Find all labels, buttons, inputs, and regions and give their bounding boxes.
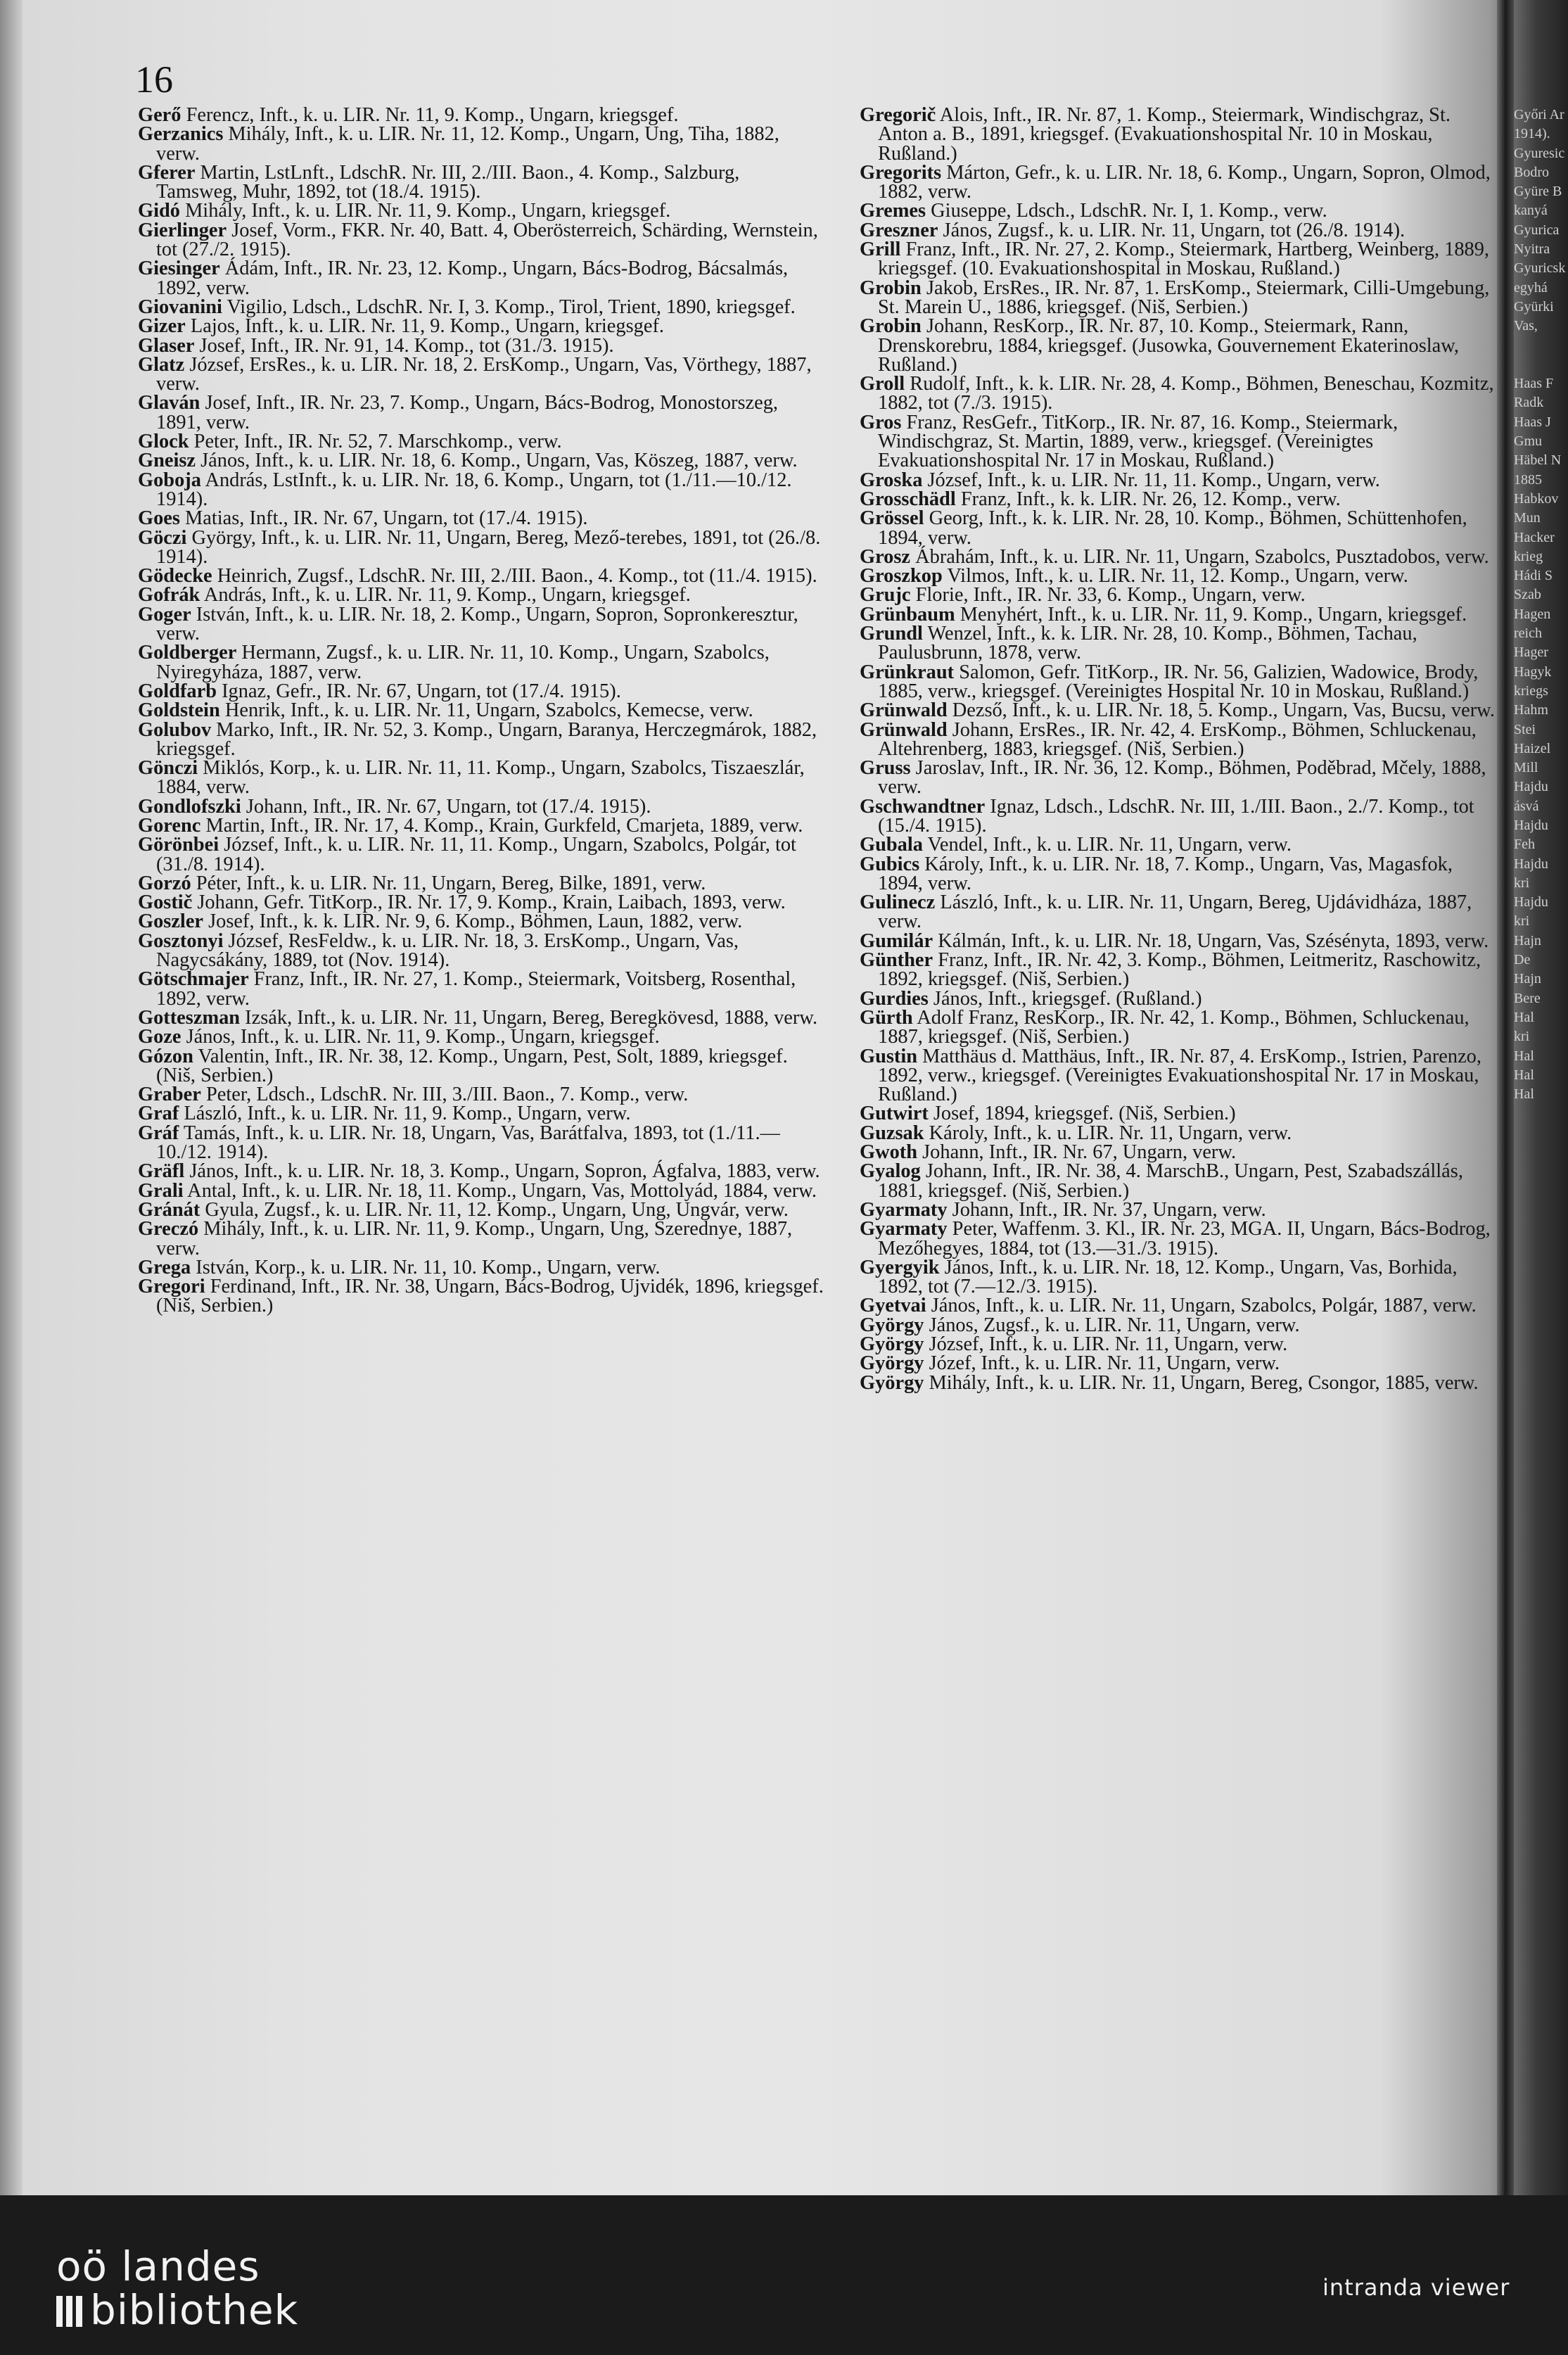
register-entry: Goldberger Hermann, Zugsf., k. u. LIR. Nr. 11, 10. Komp., Ungarn, Szabolcs, Nyiregyháza, 1887, verw. [138, 642, 770, 683]
logo-line-2 [56, 2288, 298, 2332]
register-entry: Gorenc Martin, Inft., IR. Nr. 17, 4. Komp., Krain, Gurkfeld, Cmarjeta, 1889, verw. [138, 814, 803, 837]
left-binding-edge [0, 0, 23, 2195]
edge-fragment: Szab [1514, 587, 1541, 603]
register-entry: Gödecke Heinrich, Zugsf., LdschR. Nr. III, 2./III. Baon., 4. Komp., tot (11./4. 1915). [138, 565, 817, 588]
register-entry: Gräfl János, Inft., k. u. LIR. Nr. 18, 3. Komp., Ungarn, Sopron, Ágfalva, 1883, verw. [138, 1160, 820, 1183]
register-entry: Gidó Mihály, Inft., k. u. LIR. Nr. 11, 9. Komp., Ungarn, kriegsgef. [138, 200, 671, 222]
register-entry: Guzsak Károly, Inft., k. u. LIR. Nr. 11, Ungarn, verw. [860, 1122, 1292, 1144]
register-entry: Grujc Florie, Inft., IR. Nr. 33, 6. Komp., Ungarn, verw. [860, 584, 1306, 607]
register-entry: Groszkop Vilmos, Inft., k. u. LIR. Nr. 11, 12. Komp., Ungarn, verw. [860, 565, 1408, 588]
register-entry: Goszler Josef, Inft., k. k. LIR. Nr. 9, 6. Komp., Böhmen, Laun, 1882, verw. [138, 910, 743, 933]
edge-fragment: Hacker [1514, 529, 1555, 545]
register-entry: Gyergyik János, Inft., k. u. LIR. Nr. 18, 12. Komp., Ungarn, Vas, Borhida, 1892, tot (7.—12./3. 1915). [860, 1256, 1458, 1298]
register-entry: Grali Antal, Inft., k. u. LIR. Nr. 18, 11. Komp., Ungarn, Vas, Mottolyád, 1884, verw. [138, 1179, 817, 1202]
register-entry: Gutwirt Josef, 1894, kriegsgef. (Niš, Serbien.) [860, 1103, 1236, 1125]
register-entry: Grünbaum Menyhért, Inft., k. u. LIR. Nr. 11, 9. Komp., Ungarn, kriegsgef. [860, 603, 1467, 626]
edge-fragment: egyhá [1514, 279, 1548, 296]
register-entry: Greczó Mihály, Inft., k. u. LIR. Nr. 11, 9. Komp., Ungarn, Ung, Szerednye, 1887, verw. [138, 1218, 793, 1259]
register-entry: Grünwald Johann, ErsRes., IR. Nr. 42, 4. ErsKomp., Böhmen, Schluckenau, Altehrenberg, 1883, kriegsgef. (Niš, Serbien.) [860, 718, 1477, 760]
edge-fragment: Stei [1514, 721, 1536, 737]
register-entry: Grössel Georg, Inft., k. k. LIR. Nr. 28, 10. Komp., Böhmen, Schüttenhofen, 1894, verw. [860, 507, 1467, 549]
edge-fragment: Haas J [1514, 414, 1551, 430]
register-entry: Gosztonyi József, ResFeldw., k. u. LIR. Nr. 18, 3. ErsKomp., Ungarn, Vas, Nagycsákány, 1889, tot (Nov. 1914). [138, 929, 739, 972]
register-entry: Gruss Jaroslav, Inft., IR. Nr. 36, 12. Komp., Böhmen, Poděbrad, Mčely, 1888, verw. [860, 757, 1486, 799]
register-entry: Gózon Valentin, Inft., IR. Nr. 38, 12. Komp., Ungarn, Pest, Solt, 1889, kriegsgef. (Niš, Serbien.) [138, 1045, 788, 1086]
register-entry: Gotteszman Izsák, Inft., k. u. LIR. Nr. 11, Ungarn, Bereg, Beregkövesd, 1888, verw. [138, 1006, 818, 1029]
book-spine-shadow [1497, 0, 1514, 2195]
register-entry: Gremes Giuseppe, Ldsch., LdschR. Nr. I, 1. Komp., verw. [860, 200, 1327, 222]
register-entry: Gürth Adolf Franz, ResKorp., IR. Nr. 42, 1. Komp., Böhmen, Schluckenau, 1887, kriegsgef. (Niš, Serbien.) [860, 1006, 1470, 1048]
edge-fragment: Hagyk [1514, 664, 1552, 680]
register-entry: Gros Franz, ResGefr., TitKorp., IR. Nr. 87, 16. Komp., Steiermark, Windischgraz, St. Martin, 1889, verw., kriegsgef. (Vereinigtes Evakuationshospital Nr. 17 in Moskau, Rußland.) [860, 411, 1398, 472]
left-column-list [138, 106, 824, 1316]
register-entry: Gwoth Johann, Inft., IR. Nr. 67, Ungarn, verw. [860, 1141, 1237, 1164]
edge-fragment: Hajn [1514, 932, 1541, 948]
edge-fragment: Haas F [1514, 376, 1554, 392]
edge-fragment: Bere [1514, 990, 1541, 1006]
edge-fragment: Hajdu [1514, 817, 1548, 833]
register-entry: György Mihály, Inft., k. u. LIR. Nr. 11, Ungarn, Bereg, Csongor, 1885, verw. [860, 1371, 1479, 1394]
register-entry: Gregori Ferdinand, Inft., IR. Nr. 38, Ungarn, Bács-Bodrog, Ujvidék, 1896, kriegsgef. (Niš, Serbien.) [138, 1276, 824, 1317]
register-entry: György János, Zugsf., k. u. LIR. Nr. 11, Ungarn, verw. [860, 1314, 1300, 1336]
register-entry: Göczi György, Inft., k. u. LIR. Nr. 11, Ungarn, Bereg, Mező-terebes, 1891, tot (26./8. 1914). [138, 526, 821, 568]
register-entry: Gorzó Péter, Inft., k. u. LIR. Nr. 11, Ungarn, Bereg, Bilke, 1891, verw. [138, 872, 706, 894]
register-entry: Glaser Josef, Inft., IR. Nr. 91, 14. Komp., tot (31./3. 1915). [138, 334, 614, 357]
register-entry: Graber Peter, Ldsch., LdschR. Nr. III, 3./III. Baon., 7. Komp., verw. [138, 1084, 689, 1106]
register-entry: Gubala Vendel, Inft., k. u. LIR. Nr. 11, Ungarn, verw. [860, 834, 1292, 856]
register-entry: Grega István, Korp., k. u. LIR. Nr. 11, 10. Komp., Ungarn, verw. [138, 1256, 661, 1278]
logo-line-1: oö landes [56, 2242, 260, 2290]
register-entry: Gyarmaty Peter, Waffenm. 3. Kl., IR. Nr. 23, MGA. II, Ungarn, Bács-Bodrog, Mezőhegyes, 1884, tot (13.—31./3. 1915). [860, 1218, 1491, 1259]
register-entry: György József, Inft., k. u. LIR. Nr. 11, Ungarn, verw. [860, 1333, 1288, 1355]
edge-fragment: 1914). [1514, 126, 1550, 142]
register-entry: Gizer Lajos, Inft., k. u. LIR. Nr. 11, 9. Komp., Ungarn, kriegsgef. [138, 315, 664, 338]
register-entry: Günther Franz, Inft., IR. Nr. 42, 3. Komp., Böhmen, Leitmeritz, Raschowitz, 1892, kriegsgef. (Niš, Serbien.) [860, 949, 1481, 991]
register-entry: Goger István, Inft., k. u. LIR. Nr. 18, 2. Komp., Ungarn, Sopron, Sopronkeresztur, verw. [138, 603, 798, 645]
register-entry: Gyetvai János, Inft., k. u. LIR. Nr. 11, Ungarn, Szabolcs, Polgár, 1887, verw. [860, 1295, 1477, 1317]
edge-fragment: Győri Ar [1514, 107, 1564, 122]
register-entry: Groll Rudolf, Inft., k. k. LIR. Nr. 28, 4. Komp., Böhmen, Beneschau, Kozmitz, 1882, tot (7./3. 1915). [860, 373, 1494, 414]
viewer-footer [0, 2195, 1568, 2355]
edge-fragment: Gmu [1514, 433, 1542, 450]
register-entry: Gerő Ferencz, Inft., k. u. LIR. Nr. 11, 9. Komp., Ungarn, kriegsgef. [138, 104, 679, 126]
edge-fragment: Gyüre B [1514, 184, 1562, 200]
register-entry: Gneisz János, Inft., k. u. LIR. Nr. 18, 6. Komp., Ungarn, Vas, Köszeg, 1887, verw. [138, 450, 798, 472]
edge-fragment: Hahm [1514, 702, 1548, 718]
logo-line-2-text: bibliothek [90, 2286, 299, 2334]
register-entry: Görönbei József, Inft., k. u. LIR. Nr. 11, 11. Komp., Ungarn, Szabolcs, Polgár, tot (31./8. 1914). [138, 834, 796, 875]
register-entry: Gregorits Márton, Gefr., k. u. LIR. Nr. 18, 6. Komp., Ungarn, Sopron, Olmod, 1882, verw. [860, 161, 1491, 203]
register-entry: Gferer Martin, LstLnft., LdschR. Nr. III, 2./III. Baon., 4. Komp., Salzburg, Tamsweg, Muhr, 1892, tot (18./4. 1915). [138, 161, 740, 203]
edge-fragment: Hajdu [1514, 856, 1548, 872]
register-entry: Giovanini Vigilio, Ldsch., LdschR. Nr. I, 3. Komp., Tirol, Trient, 1890, kriegsgef. [138, 296, 796, 318]
register-entry: Glock Peter, Inft., IR. Nr. 52, 7. Marschkomp., verw. [138, 431, 562, 453]
register-entry: Götschmajer Franz, Inft., IR. Nr. 27, 1. Komp., Steiermark, Voitsberg, Rosenthal, 1892, verw. [138, 968, 796, 1010]
register-entry: Grobin Johann, ResKorp., IR. Nr. 87, 10. Komp., Steiermark, Rann, Drenskorebru, 1884, kriegsgef. (Jusowka, Gouvernement Ekaterinoslaw, Rußland.) [860, 315, 1459, 376]
edge-fragment: Radk [1514, 395, 1544, 411]
edge-fragment: De [1514, 952, 1531, 968]
edge-fragment: Haizel [1514, 740, 1551, 756]
register-entry: Goboja András, LstInft., k. u. LIR. Nr. 18, 6. Komp., Ungarn, tot (1./11.—10./12. 1914). [138, 469, 792, 510]
register-entry: Gyalog Johann, Inft., IR. Nr. 38, 4. MarschB., Ungarn, Pest, Szabadszállás, 1881, kriegsgef. (Niš, Serbien.) [860, 1160, 1463, 1202]
edge-fragment: Habkov [1514, 490, 1559, 507]
register-entry: Golubov Marko, Inft., IR. Nr. 52, 3. Komp., Ungarn, Baranya, Herczegmárok, 1882, kriegsgef. [138, 718, 817, 760]
register-entry: Gránát Gyula, Zugsf., k. u. LIR. Nr. 11, 12. Komp., Ungarn, Ung, Ungvár, verw. [138, 1198, 789, 1221]
register-entry: Gubics Károly, Inft., k. u. LIR. Nr. 18, 7. Komp., Ungarn, Vas, Magasfok, 1894, verw. [860, 853, 1453, 894]
edge-fragment: kri [1514, 875, 1530, 891]
register-entry: Gerzanics Mihály, Inft., k. u. LIR. Nr. 11, 12. Komp., Ungarn, Ung, Tiha, 1882, verw. [138, 123, 779, 165]
register-entry: Gustin Matthäus d. Matthäus, Inft., IR. Nr. 87, 4. ErsKomp., Istrien, Parenzo, 1892, verw., kriegsgef. (Vereinigtes Evakuationshospital Nr. 17 in Moskau, Rußland.) [860, 1045, 1481, 1106]
edge-fragment [1514, 355, 1568, 374]
edge-fragment: Feh [1514, 837, 1535, 853]
edge-fragment: 1885 [1514, 471, 1542, 488]
register-entry: György Józef, Inft., k. u. LIR. Nr. 11, Ungarn, verw. [860, 1352, 1280, 1375]
edge-fragment: Hajn [1514, 971, 1541, 987]
register-entry: Gyarmaty Johann, Inft., IR. Nr. 37, Ungarn, verw. [860, 1198, 1266, 1221]
register-entry: Glatz József, ErsRes., k. u. LIR. Nr. 18, 2. ErsKomp., Ungarn, Vas, Vörthegy, 1887, verw. [138, 353, 812, 395]
edge-fragment: Vas, [1514, 318, 1538, 334]
register-entry: Grosschädl Franz, Inft., k. k. LIR. Nr. 26, 12. Komp., verw. [860, 488, 1341, 510]
register-entry: Gurdies János, Inft., kriegsgef. (Rußland.) [860, 987, 1202, 1010]
edge-fragment: Gyuresic [1514, 145, 1565, 161]
register-entry: Giesinger Ádám, Inft., IR. Nr. 23, 12. Komp., Ungarn, Bács-Bodrog, Bácsalmás, 1892, verw. [138, 258, 789, 299]
edge-fragment: Hal [1514, 1086, 1534, 1103]
register-entry: Gondlofszki Johann, Inft., IR. Nr. 67, Ungarn, tot (17./4. 1915). [138, 795, 651, 818]
edge-fragment: Hal [1514, 1009, 1534, 1025]
edge-fragment: Häbel N [1514, 452, 1562, 469]
page-number: 16 [135, 58, 173, 101]
register-entry: Greszner János, Zugsf., k. u. LIR. Nr. 11, Ungarn, tot (26./8. 1914). [860, 219, 1406, 241]
register-entry: Goldstein Henrik, Inft., k. u. LIR. Nr. 11, Ungarn, Szabolcs, Kemecse, verw. [138, 699, 753, 722]
register-entry: Gostič Johann, Gefr. TitKorp., IR. Nr. 17, 9. Komp., Krain, Laibach, 1893, verw. [138, 891, 786, 914]
right-column-list [860, 106, 1496, 1392]
edge-fragment: Bodro [1514, 164, 1549, 180]
edge-fragment: kanyá [1514, 203, 1548, 219]
edge-fragment: kri [1514, 913, 1530, 929]
edge-fragment: ásvá [1514, 798, 1539, 814]
edge-fragment: Hagen [1514, 606, 1551, 622]
viewer-brand-label[interactable]: intranda viewer [1322, 2274, 1510, 2301]
register-entry: Gulinecz László, Inft., k. u. LIR. Nr. 11, Ungarn, Bereg, Ujdávidháza, 1887, verw. [860, 891, 1472, 933]
edge-fragment: Gyürki [1514, 298, 1554, 315]
edge-fragment: Hajdu [1514, 779, 1548, 795]
register-entry: Gierlinger Josef, Vorm., FKR. Nr. 40, Batt. 4, Oberösterreich, Schärding, Wernstein, tot (27./2. 1915). [138, 219, 818, 261]
register-entry: Gumilár Kálmán, Inft., k. u. LIR. Nr. 18, Ungarn, Vas, Szésényta, 1893, verw. [860, 929, 1489, 952]
register-entry: Grobin Jakob, ErsRes., IR. Nr. 87, 1. ErsKomp., Steiermark, Cilli-Umgebung, St. Marein U., 1886, kriegsgef. (Niš, Serbien.) [860, 277, 1490, 318]
edge-fragment: Mun [1514, 510, 1541, 526]
register-entry: Gofrák András, Inft., k. u. LIR. Nr. 11, 9. Komp., Ungarn, kriegsgef. [138, 584, 691, 607]
edge-fragment: kri [1514, 1029, 1530, 1045]
register-entry: Grünwald Dezső, Inft., k. u. LIR. Nr. 18, 5. Komp., Ungarn, Vas, Bucsu, verw. [860, 699, 1495, 722]
edge-fragment: Hal [1514, 1067, 1534, 1083]
edge-fragment: Hal [1514, 1048, 1534, 1064]
register-entry: Goes Matias, Inft., IR. Nr. 67, Ungarn, tot (17./4. 1915). [138, 507, 588, 530]
next-page-edge-fragments [1514, 106, 1568, 1104]
edge-fragment: Gyurica [1514, 222, 1560, 238]
register-entry: Graf László, Inft., k. u. LIR. Nr. 11, 9. Komp., Ungarn, verw. [138, 1103, 631, 1125]
edge-fragment: reich [1514, 626, 1542, 642]
edge-fragment: Hager [1514, 645, 1548, 661]
edge-fragment: Gyuricsk [1514, 260, 1566, 277]
edge-fragment: krieg [1514, 548, 1543, 564]
edge-fragment: Hádi S [1514, 568, 1553, 584]
edge-fragment: Mill [1514, 760, 1538, 776]
edge-fragment: kriegs [1514, 683, 1548, 699]
library-logo[interactable] [56, 2242, 299, 2334]
register-entry: Grünkraut Salomon, Gefr. TitKorp., IR. Nr. 56, Galizien, Wadowice, Brody, 1885, verw., kriegsgef. (Vereinigtes Hospital Nr. 10 in Moskau, Rußland.) [860, 661, 1479, 702]
register-entry: Goze János, Inft., k. u. LIR. Nr. 11, 9. Komp., Ungarn, kriegsgef. [138, 1026, 660, 1048]
register-entry: Gschwandtner Ignaz, Ldsch., LdschR. Nr. III, 1./III. Baon., 2./7. Komp., tot (15./4. 1915). [860, 795, 1474, 837]
register-entry: Glaván Josef, Inft., IR. Nr. 23, 7. Komp., Ungarn, Bács-Bodrog, Monostorszeg, 1891, verw. [138, 392, 779, 433]
edge-fragment [1514, 336, 1568, 355]
register-entry: Grosz Ábrahám, Inft., k. u. LIR. Nr. 11, Ungarn, Szabolcs, Pusztadobos, verw. [860, 545, 1489, 568]
logo-bars-icon [56, 2288, 86, 2332]
register-entry: Goldfarb Ignaz, Gefr., IR. Nr. 67, Ungarn, tot (17./4. 1915). [138, 680, 621, 702]
register-entry: Gráf Tamás, Inft., k. u. LIR. Nr. 18, Ungarn, Vas, Barátfalva, 1893, tot (1./11.—10./12. 1914). [138, 1122, 780, 1164]
register-entry: Grundl Wenzel, Inft., k. k. LIR. Nr. 28, 10. Komp., Böhmen, Tachau, Paulusbrunn, 1878, verw. [860, 623, 1417, 664]
register-entry: Gregorič Alois, Inft., IR. Nr. 87, 1. Komp., Steiermark, Windischgraz, St. Anton a. B., 1891, kriegsgef. (Evakuationshospital Nr. 10 in Moskau, Rußland.) [860, 104, 1451, 165]
register-entry: Gönczi Miklós, Korp., k. u. LIR. Nr. 11, 11. Komp., Ungarn, Szabolcs, Tiszaeszlár, 1884, verw. [138, 757, 805, 799]
register-entry: Grill Franz, Inft., IR. Nr. 27, 2. Komp., Steiermark, Hartberg, Weinberg, 1889, kriegsgef. (10. Evakuationshospital in Moskau, Rußland.) [860, 239, 1490, 280]
register-entry: Groska József, Inft., k. u. LIR. Nr. 11, 11. Komp., Ungarn, verw. [860, 469, 1380, 491]
edge-fragment: Hajdu [1514, 894, 1548, 910]
edge-fragment: Nyitra [1514, 241, 1550, 258]
